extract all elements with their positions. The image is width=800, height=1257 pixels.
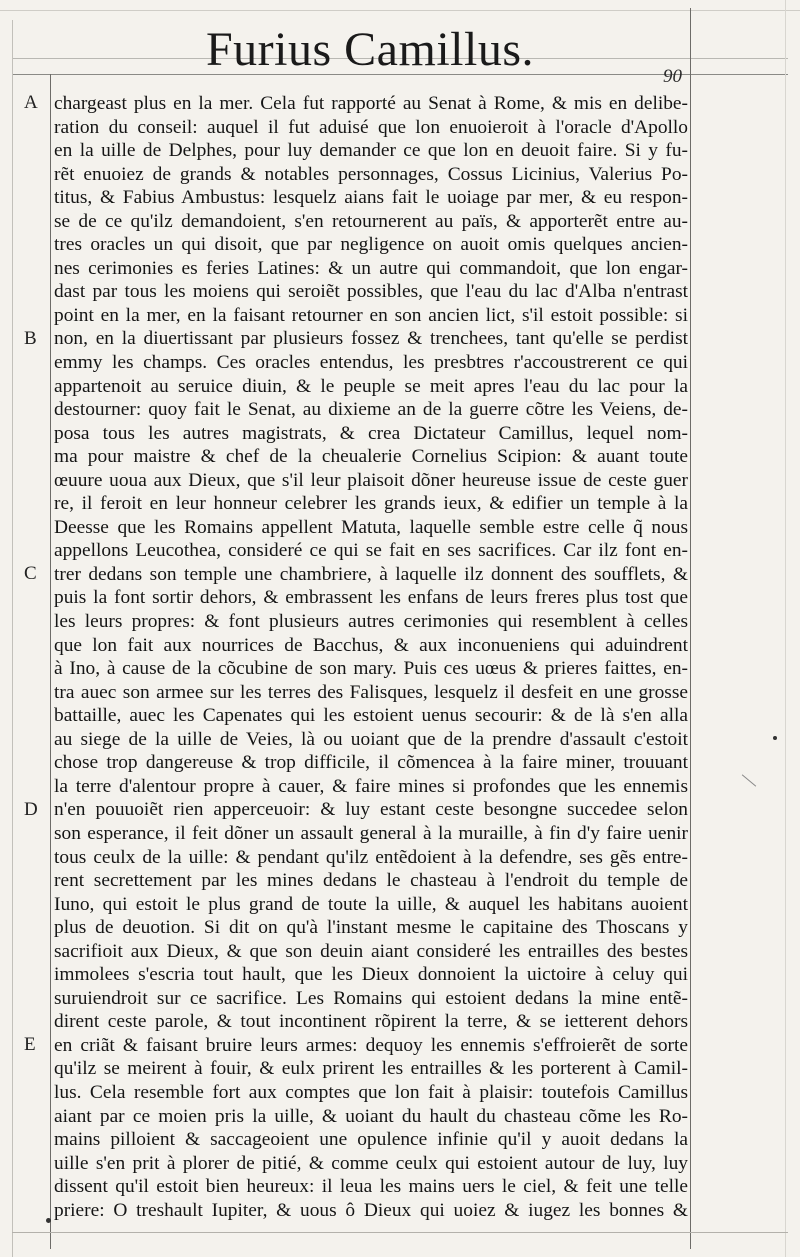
text-line: point en la mer, en la faisant retourner en son ancien lict, s'il estoit possible: si [54, 304, 688, 326]
text-line: dissent qu'il estoit bien heureux: il leua les mains uers le ciel, & feit une telle [54, 1176, 688, 1198]
margin-marker-d: D [24, 798, 38, 820]
text-line: puis la font sortir dehors, & embrassent les enfans de leurs freres plus tost que [54, 587, 688, 609]
text-line: re, il feroit en leur honneur celebrer les grands ieux, & edifier un temple à la [54, 493, 688, 515]
text-line: emmy les champs. Ces oracles entendus, les presbtres r'accoustrerent ce qui [54, 352, 688, 374]
text-line: que lon fait aux nourrices de Bacchus, & aux inconueniens qui aduindrent [54, 634, 688, 656]
folio-number: 90 [663, 66, 682, 87]
text-line: uille s'en prit à plorer de pitié, & comme ceulx qui estoient autour de luy, luy [54, 1152, 688, 1174]
text-line: trer dedans son temple une chambriere, à laquelle ilz donnent des soufflets, & [54, 563, 688, 585]
text-block-left-rule [50, 74, 51, 1249]
scan-speck [46, 1218, 51, 1223]
text-line: au siege de la uille de Veies, là ou uoiant que de la prendre d'assault c'estoit [54, 728, 688, 750]
text-line: tres oracles un qui disoit, que par negligence on auoit omis quelques ancien- [54, 234, 688, 256]
margin-marker-c: C [24, 563, 37, 584]
text-line: rẽt enuoiez de grands & notables personnages, Cossus Licinius, Valerius Po- [54, 163, 688, 185]
text-line: en criãt & faisant bruire leurs armes: dequoy les ennemis s'effroierẽt de sorte [54, 1034, 688, 1056]
text-line: Deesse que les Romains appellent Matuta, laquelle semble estre celle q̃ nous [54, 516, 688, 538]
text-line: n'en pouuoiẽt rien apperceuoir: & luy estant ceste besongne succedee selon [54, 799, 688, 821]
margin-marker-b: B [24, 327, 37, 349]
text-line: nes cerimonies es feries Latines: & un autre qui commandoit, que lon engar- [54, 257, 688, 279]
text-line: chargeast plus en la mer. Cela fut rapporté au Senat à Rome, & mis en delibe- [54, 93, 688, 114]
margin-marker-e: E [24, 1034, 36, 1055]
text-line: tous ceulx de la uille: & pendant qu'ilz entẽdoient à la defendre, ses gẽs entre- [54, 846, 688, 868]
running-title: Furius Camillus. [205, 23, 535, 76]
right-margin-rule [785, 0, 786, 1257]
text-line: tra auec son armee sur les terres des Falisques, lesquelz il desfeit en une grosse [54, 681, 688, 703]
margin-marker-a: A [24, 92, 38, 113]
text-line: lus. Cela resemble fort aux comptes que lon fait à plaisir: toutefois Camillus [54, 1081, 688, 1103]
body-text [54, 92, 688, 1222]
text-line: non, en la diuertissant par plusieurs fossez & trenchees, tant qu'elle se perdist [54, 328, 688, 350]
text-line: dast par tous les moiens qui seroiẽt possibles, que l'eau du lac d'Alba n'entrast [54, 281, 688, 303]
text-line: chose trop dangereuse & trop difficile, il cõmencea à la faire miner, trouuant [54, 752, 688, 774]
text-line: appartenoit au seruice diuin, & le peuple se meit apres l'eau du lac pour la [54, 375, 688, 397]
left-margin-rule [12, 20, 13, 1257]
text-line: qu'ilz se meirent à fouir, & eulx prirent les entrailles & les porterent à Camil- [54, 1058, 688, 1080]
text-line: la terre d'alentour propre à cauer, & faire mines si profondes que les ennemis [54, 775, 688, 797]
text-line: œuure uoua aux Dieux, que s'il leur plaisoit dõner heureuse issue de ceste guer [54, 469, 688, 491]
text-line: immolees s'escria tout hault, que les Dieux donnoient la uictoire à celuy qui [54, 964, 688, 986]
text-line: mains pilloient & saccageoient une opulence infinie qu'il y auoit dedans la [54, 1129, 688, 1151]
text-line: se de ce qu'ilz demandoient, s'en retournerent au païs, & apporterẽt entre au- [54, 210, 688, 232]
text-line: titus, & Fabius Ambustus: lesquelz aians fait le uoiage par mer, & eu respon- [54, 187, 688, 209]
text-line: en la uille de Delphes, pour luy demander ce que lon en deuoit faire. Si y fu- [54, 140, 688, 162]
text-line: suruiendroit sur ce sacrifice. Les Romains qui estoient dedans la mine entẽ- [54, 987, 688, 1009]
text-line: sacrifioit aux Dieux, & que son deuin aiant consideré les entrailles des bestes [54, 940, 688, 962]
text-line: son esperance, il feit dõner un assault general à la muraille, à fin d'y faire uenir [54, 822, 688, 844]
text-line: à Ino, à cause de la cõcubine de son mary. Puis ces uœus & prieres faittes, en- [54, 658, 688, 680]
text-block-right-rule [690, 8, 691, 1249]
scan-speck [773, 736, 777, 740]
scan-scratch [742, 774, 756, 786]
text-line: aiant par ce moien pris la uille, & uoiant du hault du chasteau cõme les Ro- [54, 1105, 688, 1127]
text-line: dirent ceste parole, & tout incontinent rõpirent la terre, & se ietterent dehors [54, 1011, 688, 1033]
text-line: appellons Leucothea, consideré ce qui se fait en ses sacrifices. Car ilz font en- [54, 540, 688, 562]
text-line: priere: O treshault Iupiter, & uous ô Dieux qui uoiez & iugez les bonnes & [54, 1199, 688, 1221]
text-line: ma pour maistre & chef de la cheualerie Cornelius Scipion: & auant toute [54, 446, 688, 468]
text-line: rent secrettement par les mines dedans le chasteau à l'endroit du temple de [54, 870, 688, 892]
text-line: ration du conseil: auquel il fut aduisé que lon enuoieroit à l'oracle d'Apollo [54, 116, 688, 138]
text-line: battaille, auec les Capenates qui les estoient uenus secourir: & de là s'en alla [54, 705, 688, 727]
text-line: destourner: quoy fait le Senat, au dixieme an de la guerre cõtre les Veiens, de- [54, 399, 688, 421]
text-line: plus de deuotion. Si dit on qu'à l'instant mesme le capitaine des Thoscans y [54, 917, 688, 939]
bottom-rule [12, 1232, 788, 1233]
text-line: posa tous les autres magistrats, & crea Dictateur Camillus, lequel nom- [54, 422, 688, 444]
text-line: Iuno, qui estoit le plus grand de toute la uille, & auquel les habitans auoient [54, 893, 688, 915]
text-line: les leurs propres: & font plusieurs autres cerimonies qui resemblent à celles [54, 611, 688, 633]
top-edge-rule [0, 10, 800, 11]
